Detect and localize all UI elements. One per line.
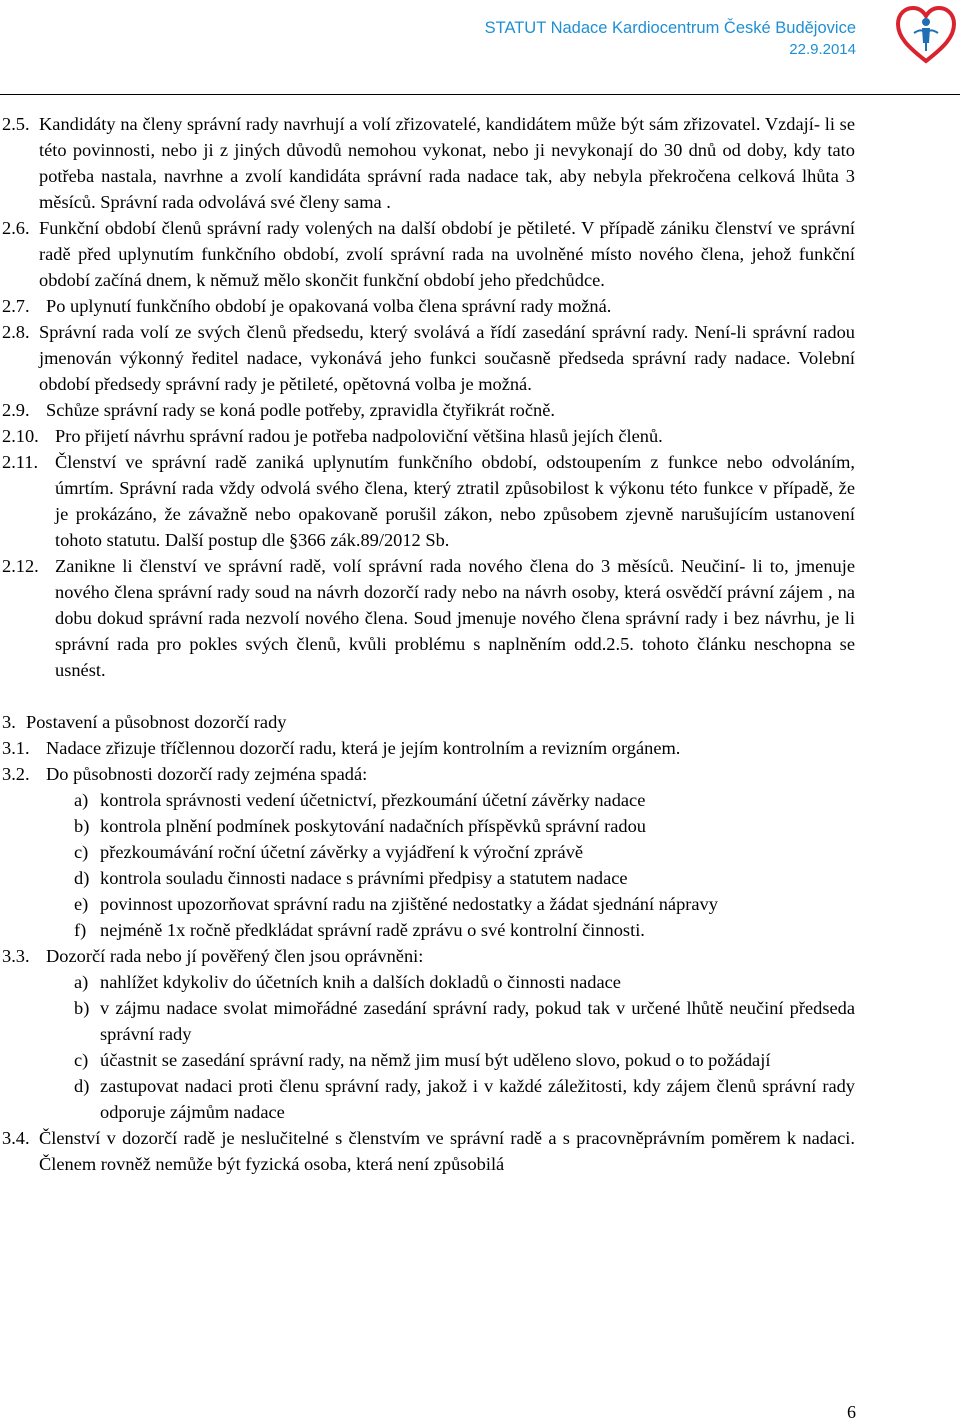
list-text: přezkoumávání roční účetní závěrky a vyjádření k výroční zprávě (100, 842, 584, 862)
paragraph-2-5 (0, 111, 960, 215)
list-letter: b) (74, 816, 90, 836)
heart-with-hand-icon (894, 3, 958, 65)
list-item (74, 787, 855, 813)
header-date: 22.9.2014 (789, 41, 856, 58)
paragraph-3-2 (0, 761, 960, 787)
list-text: kontrola souladu činnosti nadace s právními předpisy a statutem nadace (100, 868, 628, 888)
list-letter: b) (74, 998, 90, 1018)
paragraph-2-8 (0, 319, 960, 397)
paragraph-3-1 (0, 735, 960, 761)
list-item (74, 917, 855, 943)
paragraph-number: 2.8. (2, 322, 30, 342)
paragraph-2-11 (0, 449, 960, 553)
paragraph-text: Funkční období členů správní rady volených na další období je pětileté. V případě zániku členství ve správní radě před uplynutím funkčního období, zvolí správní rada na uvolněné místo nového člena, jehož funkční období začíná dnem, k němuž mělo skončit funkční období jeho předchůdce. (39, 218, 855, 290)
paragraph-2-6 (0, 215, 960, 293)
paragraph-2-7 (0, 293, 960, 319)
list-item (74, 969, 855, 995)
paragraph-number: 2.9. (2, 400, 30, 420)
list-item (74, 1073, 855, 1125)
page-number: 6 (847, 1402, 856, 1422)
paragraph-2-12 (0, 553, 960, 683)
list-text: povinnost upozorňovat správní radu na zjištěné nedostatky a žádat sjednání nápravy (100, 894, 718, 914)
list-text: v zájmu nadace svolat mimořádné zasedání správní rady, pokud tak v určené lhůtě neučiní předseda správní rady (100, 998, 855, 1044)
list-letter: d) (74, 868, 90, 888)
header-divider (0, 94, 960, 95)
list-item (74, 1047, 855, 1073)
paragraph-text: Zanikne li členství ve správní radě, volí správní rada nového člena do 3 měsíců. Neučiní- li to, jmenuje nového člena správní rady soud na návrh dozorčí rady nebo na návrh osoby, která osvědčí právní zájem , na dobu dokud správní rada nezvolí nového člena. Soud jmenuje nového člena správní rady i bez návrhu, je li správní rada pro pokles svých členů, kvůli problému s naplněním odd.2.5. tohoto článku neschopna se usnést. (55, 556, 855, 680)
paragraph-number: 2.12. (2, 556, 39, 576)
paragraph-number: 3.1. (2, 738, 30, 758)
paragraph-text: Do působnosti dozorčí rady zejména spadá: (46, 764, 368, 784)
paragraph-text: Správní rada volí ze svých členů předsedu, který svolává a řídí zasedání správní rady. Není-li správní radou jmenován výkonný ředitel nadace, vykonává jeho funkci současně předseda správní rady nadace. Volební období předsedy správní rady je pětileté, opětovná volba je možná. (39, 322, 855, 394)
section-title: Postavení a působnost dozorčí rady (26, 712, 287, 732)
list-item (74, 813, 855, 839)
list-item (74, 865, 855, 891)
paragraph-text: Členství ve správní radě zaniká uplynutím funkčního období, odstoupením z funkce nebo odvoláním, úmrtím. Správní rada vždy odvolá svého člena, který ztratil způsobilost k výkonu této funkce v případě, že je prokázáno, že závažně nebo opakovaně porušil zákon, nebo způsobem zjevně narušujícím ustanovení tohoto statutu. Další postup dle §366 zák.89/2012 Sb. (55, 452, 855, 550)
list-letter: c) (74, 842, 89, 862)
section-gap (0, 683, 960, 709)
paragraph-text: Členství v dozorčí radě je neslučitelné s členstvím ve správní radě a s pracovněprávním poměrem k nadaci. Členem rovněž nemůže být fyzická osoba, která není způsobilá (39, 1128, 855, 1174)
paragraph-number: 2.7. (2, 296, 30, 316)
paragraph-number: 3.2. (2, 764, 30, 784)
paragraph-number: 2.5. (2, 114, 30, 134)
list-text: kontrola plnění podmínek poskytování nadačních příspěvků správní radou (100, 816, 646, 836)
paragraph-number: 2.11. (2, 452, 39, 472)
list-text: kontrola správnosti vedení účetnictví, přezkoumání účetní závěrky nadace (100, 790, 646, 810)
list-letter: d) (74, 1076, 90, 1096)
list-item (74, 839, 855, 865)
paragraph-number: 2.6. (2, 218, 30, 238)
page-header (0, 0, 960, 95)
section-number: 3. (2, 712, 16, 732)
list-letter: f) (74, 920, 87, 940)
paragraph-2-10 (0, 423, 960, 449)
paragraph-text: Dozorčí rada nebo jí pověřený člen jsou oprávněni: (46, 946, 424, 966)
list-letter: a) (74, 972, 89, 992)
paragraph-3-3 (0, 943, 960, 969)
paragraph-number: 2.10. (2, 426, 39, 446)
document-body (0, 111, 960, 1177)
section-heading-3 (0, 709, 960, 735)
paragraph-3-4 (0, 1125, 960, 1177)
list-text: účastnit se zasedání správní rady, na němž jim musí být uděleno slovo, pokud o to požádají (100, 1050, 771, 1070)
paragraph-text: Nadace zřizuje tříčlennou dozorčí radu, která je jejím kontrolním a revizním orgánem. (46, 738, 681, 758)
paragraph-text: Pro přijetí návrhu správní radou je potřeba nadpoloviční většina hlasů jejích členů. (55, 426, 663, 446)
paragraph-text: Schůze správní rady se koná podle potřeby, zpravidla čtyřikrát ročně. (46, 400, 555, 420)
list-text: nejméně 1x ročně předkládat správní radě zprávu o své kontrolní činnosti. (100, 920, 645, 940)
header-title: STATUT Nadace Kardiocentrum České Budějovice (484, 19, 856, 37)
list-letter: a) (74, 790, 89, 810)
paragraph-text: Po uplynutí funkčního období je opakovaná volba člena správní rady možná. (46, 296, 612, 316)
list-item (74, 891, 855, 917)
paragraph-number: 3.4. (2, 1128, 30, 1148)
list-text: zastupovat nadaci proti členu správní rady, jakož i v každé záležitosti, kdy zájem členů správní rady odporuje zájmům nadace (100, 1076, 855, 1122)
list-item (74, 995, 855, 1047)
list-letter: c) (74, 1050, 89, 1070)
paragraph-2-9 (0, 397, 960, 423)
list-text: nahlížet kdykoliv do účetních knih a dalších dokladů o činnosti nadace (100, 972, 621, 992)
paragraph-number: 3.3. (2, 946, 30, 966)
paragraph-text: Kandidáty na členy správní rady navrhují a volí zřizovatelé, kandidátem může být sám zřizovatel. Vzdají- li se této povinnosti, nebo ji z jiných důvodů nemohou vykonat, nebo ji nevykonají do 30 dnů od doby, kdy tato potřeba nastala, navrhne a zvolí kandidáta správní rada nadace tak, aby nebyla překročena celková lhůta 3 měsíců. Správní rada odvolává své členy sama . (39, 114, 855, 212)
list-letter: e) (74, 894, 89, 914)
